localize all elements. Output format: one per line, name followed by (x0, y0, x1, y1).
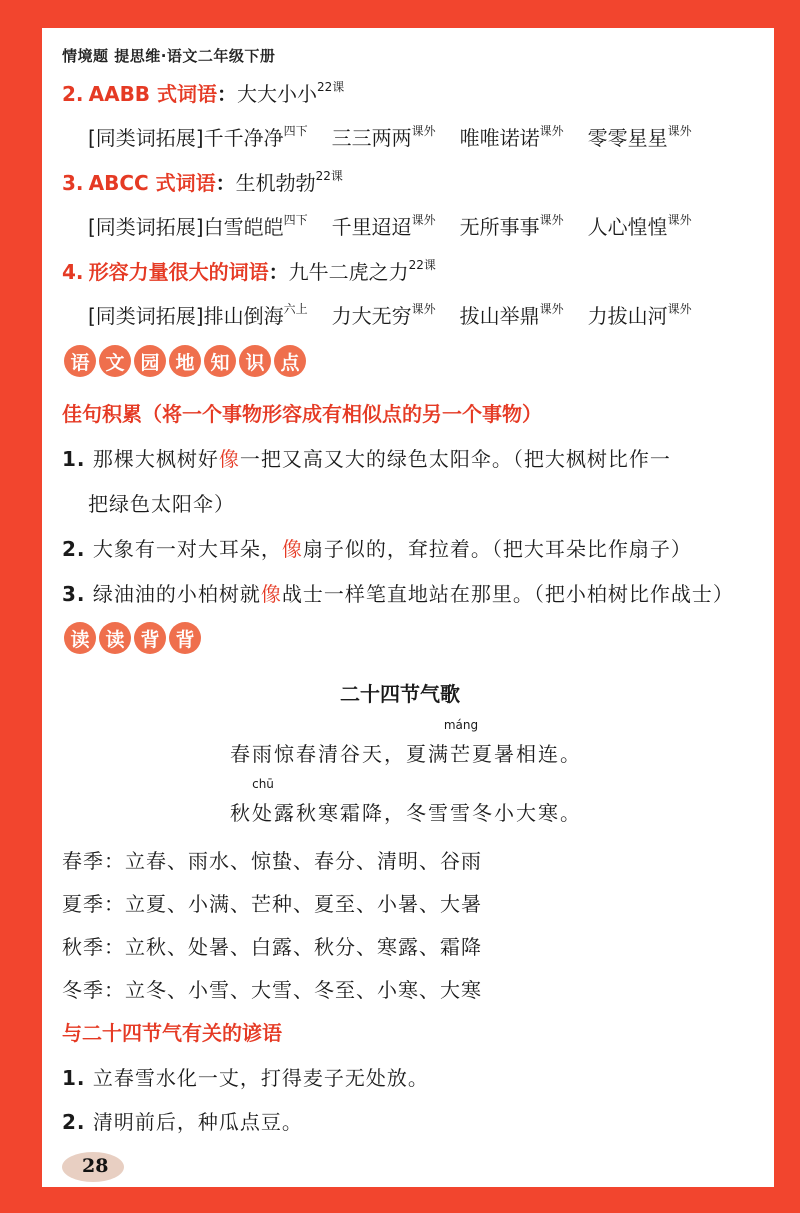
good-sentences-heading: 佳句积累（将一个事物形容成有相似点的另一个事物） (62, 402, 542, 426)
badge-char: 知 (204, 345, 236, 377)
badge-char: 点 (274, 345, 306, 377)
section-aabb (62, 78, 344, 107)
extension-word: 三三两两$^{课外}$ (331, 124, 436, 150)
extension-row-abcc (88, 211, 692, 240)
badge-char: 文 (99, 345, 131, 377)
section-number: 4. (62, 260, 84, 284)
extension-word: 无所事事$^{课外}$ (459, 213, 564, 239)
left-border (0, 0, 42, 1213)
example-source: 22课 (317, 80, 345, 94)
example-source: 22课 (315, 169, 343, 183)
badge-char: 读 (64, 622, 96, 654)
book-header: 情境题 提思维·语文二年级下册 (62, 47, 276, 65)
proverbs-heading: 与二十四节气有关的谚语 (62, 1021, 282, 1045)
extension-word: 拔山举鼎$^{课外}$ (459, 302, 564, 328)
pinyin: chū (252, 777, 274, 791)
bottom-border (0, 1187, 800, 1213)
section-number: 3. (62, 171, 84, 195)
sentence-2: 2. 大象有一对大耳朵，像扇子似的，耷拉着。（把大耳朵比作扇子） (62, 537, 692, 561)
section-colon: ： (215, 171, 236, 195)
page-number: 28 (82, 1155, 109, 1177)
keyword-xiang: 像 (260, 582, 282, 606)
section-example: 大大小小 (237, 82, 318, 106)
extension-label: [同类词拓展] (88, 304, 204, 328)
extension-word: 人心惶惶$^{课外}$ (587, 213, 692, 239)
section-colon: ： (268, 260, 289, 284)
section-colon: ： (217, 82, 238, 106)
poem-line-2: 秋 chū 处露秋寒霜降，冬雪雪冬小大寒。 (230, 777, 582, 825)
poem-title: 二十四节气歌 (340, 682, 460, 706)
extension-word: 唯唯诺诺$^{课外}$ (459, 124, 564, 150)
extension-word: 千千净净$^{四下}$ (203, 124, 308, 150)
sentence-1: 1. 那棵大枫树好像一把又高又大的绿色太阳伞。（把大枫树比作一 (62, 447, 671, 471)
section-label: AABB 式词语 (88, 82, 218, 106)
poem-line-1: 春雨惊春清谷天，夏满 máng 芒夏暑相连。 (230, 718, 582, 766)
badge-char: 背 (134, 622, 166, 654)
extension-word: 排山倒海$^{六上}$ (203, 302, 308, 328)
page-number-badge (62, 1152, 124, 1182)
right-border (774, 0, 800, 1213)
keyword-xiang: 像 (281, 537, 303, 561)
extension-word: 力拔山河$^{课外}$ (587, 302, 692, 328)
badge-knowledge-points (64, 345, 306, 377)
paper (42, 28, 774, 1187)
season-winter: 冬季：立冬、小雪、大雪、冬至、小寒、大寒 (62, 978, 482, 1002)
extension-word: 千里迢迢$^{课外}$ (331, 213, 436, 239)
pinyin-annotated-char: máng 芒 (443, 718, 479, 766)
badge-char: 地 (169, 345, 201, 377)
keyword-xiang: 像 (218, 447, 240, 471)
section-label: 形容力量很大的词语 (88, 260, 269, 284)
section-example: 生机勃勃 (235, 171, 316, 195)
badge-char: 识 (239, 345, 271, 377)
badge-char: 背 (169, 622, 201, 654)
badge-char: 语 (64, 345, 96, 377)
section-number: 2. (62, 82, 84, 106)
top-border (0, 0, 800, 28)
proverb-1: 1. 立春雪水化一丈，打得麦子无处放。 (62, 1066, 429, 1090)
proverb-2: 2. 清明前后，种瓜点豆。 (62, 1110, 303, 1134)
extension-label: [同类词拓展] (88, 126, 204, 150)
extension-word: 白雪皑皑$^{四下}$ (203, 213, 308, 239)
section-strength (62, 256, 436, 285)
badge-read-recite (64, 622, 201, 654)
pinyin: máng (443, 718, 479, 732)
season-autumn: 秋季：立秋、处暑、白露、秋分、寒露、霜降 (62, 935, 482, 959)
section-label: ABCC 式词语 (88, 171, 216, 195)
badge-char: 园 (134, 345, 166, 377)
extension-label: [同类词拓展] (88, 215, 204, 239)
sentence-1-continued: 把绿色太阳伞） (88, 492, 235, 516)
extension-word: 力大无穷$^{课外}$ (331, 302, 436, 328)
badge-char: 读 (99, 622, 131, 654)
season-spring: 春季：立春、雨水、惊蛰、春分、清明、谷雨 (62, 849, 482, 873)
extension-row-strength (88, 300, 692, 329)
pinyin-annotated-char: chū 处 (252, 777, 274, 825)
section-abcc (62, 167, 343, 196)
extension-word: 零零星星$^{课外}$ (587, 124, 692, 150)
section-example: 九牛二虎之力 (288, 260, 409, 284)
extension-row-aabb (88, 122, 692, 151)
season-summer: 夏季：立夏、小满、芒种、夏至、小暑、大暑 (62, 892, 482, 916)
example-source: 22课 (408, 258, 436, 272)
sentence-3: 3. 绿油油的小柏树就像战士一样笔直地站在那里。（把小柏树比作战士） (62, 582, 734, 606)
